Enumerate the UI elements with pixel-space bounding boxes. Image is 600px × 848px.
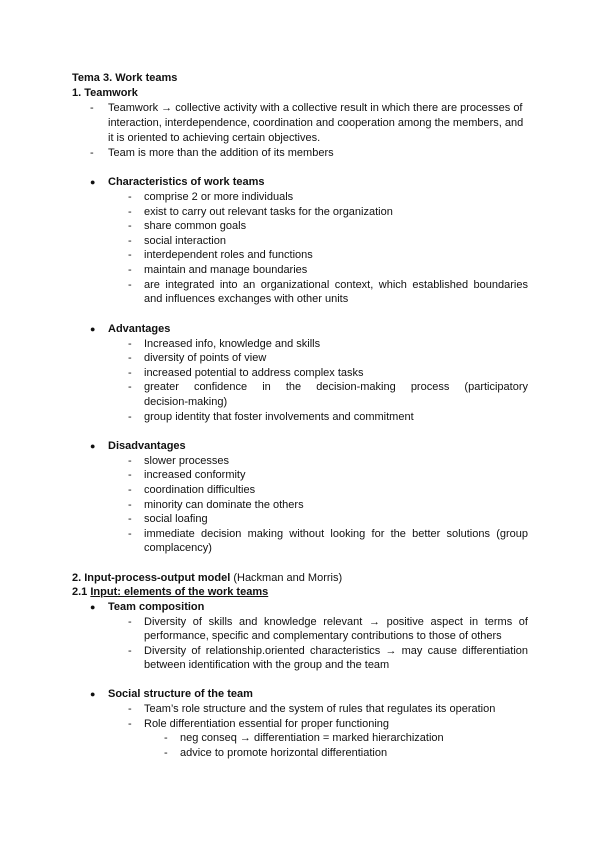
subheading-advantages: Advantages bbox=[108, 323, 171, 335]
bullet-dot: ● bbox=[90, 689, 96, 699]
bullet-dash: - bbox=[128, 455, 132, 467]
bullet-dash: - bbox=[128, 513, 132, 525]
list-item: between identification with the group and the team bbox=[144, 659, 390, 671]
list-item: increased potential to address complex tasks bbox=[144, 367, 364, 379]
bullet-dot: ● bbox=[90, 324, 96, 334]
bullet-dash: - bbox=[128, 338, 132, 350]
list-item: Teamwork → collective activity with a collective result in which there are processes of bbox=[108, 102, 523, 114]
subheading-team-composition: Team composition bbox=[108, 601, 205, 613]
list-item: greater confidence in the decision-making process (participatory bbox=[144, 381, 528, 393]
bullet-dash: - bbox=[128, 191, 132, 203]
bullet-dash: - bbox=[128, 367, 132, 379]
list-item: increased conformity bbox=[144, 469, 246, 481]
subsection-number: 2.1 bbox=[72, 586, 91, 598]
bullet-dash: - bbox=[128, 352, 132, 364]
bullet-dot: ● bbox=[90, 177, 96, 187]
bullet-dot: ● bbox=[90, 602, 96, 612]
list-item: maintain and manage boundaries bbox=[144, 264, 308, 276]
bullet-dash: - bbox=[128, 249, 132, 261]
list-item: Increased info, knowledge and skills bbox=[144, 338, 321, 350]
list-item: Diversity of skills and knowledge relevant → positive aspect in terms of bbox=[144, 616, 528, 628]
bullet-dash: - bbox=[128, 411, 132, 423]
subheading-characteristics: Characteristics of work teams bbox=[108, 176, 265, 188]
list-item: neg conseq → differentiation = marked hierarchization bbox=[180, 732, 444, 744]
list-item: decision-making) bbox=[144, 396, 228, 408]
bullet-dash: - bbox=[90, 147, 94, 159]
bullet-dash: - bbox=[128, 703, 132, 715]
bullet-dash: - bbox=[128, 484, 132, 496]
bullet-dash: - bbox=[128, 718, 132, 730]
section-heading-teamwork: 1. Teamwork bbox=[72, 87, 138, 99]
subheading-disadvantages: Disadvantages bbox=[108, 440, 186, 452]
list-item: minority can dominate the others bbox=[144, 499, 304, 511]
bullet-dash: - bbox=[128, 528, 132, 540]
bullet-dash: - bbox=[128, 206, 132, 218]
list-item: slower processes bbox=[144, 455, 229, 467]
bullet-dash: - bbox=[128, 616, 132, 628]
list-item: group identity that foster involvements and commitment bbox=[144, 411, 414, 423]
list-item: advice to promote horizontal differentiation bbox=[180, 747, 388, 759]
bullet-dot: ● bbox=[90, 441, 96, 451]
section-heading-ipo-bold: 2. Input-process-output model bbox=[72, 572, 231, 584]
bullet-dash: - bbox=[128, 645, 132, 657]
list-item: complacency) bbox=[144, 542, 212, 554]
list-item: Team’s role structure and the system of rules that regulates its operation bbox=[144, 703, 496, 715]
list-item: comprise 2 or more individuals bbox=[144, 191, 294, 203]
bullet-dash: - bbox=[128, 381, 132, 393]
subsection-heading-input bbox=[72, 585, 268, 600]
list-item: and influences exchanges with other units bbox=[144, 293, 349, 305]
bullet-dash: - bbox=[128, 279, 132, 291]
bullet-dash: - bbox=[128, 469, 132, 481]
list-item: share common goals bbox=[144, 220, 247, 232]
bullet-dash: - bbox=[128, 220, 132, 232]
subsection-title: Input: elements of the work teams bbox=[90, 586, 269, 598]
list-item: immediate decision making without looking for the better solutions (group bbox=[144, 528, 528, 540]
list-item: diversity of points of view bbox=[144, 352, 267, 364]
list-item: it is oriented to achieving certain objectives. bbox=[108, 132, 321, 144]
list-item: social interaction bbox=[144, 235, 226, 247]
bullet-dash: - bbox=[164, 747, 168, 759]
document-title: Tema 3. Work teams bbox=[72, 72, 178, 84]
section-heading-ipo-model bbox=[72, 571, 342, 586]
list-item: Team is more than the addition of its members bbox=[108, 147, 334, 159]
list-item: coordination difficulties bbox=[144, 484, 256, 496]
list-item: performance, specific and complementary contributions to those of others bbox=[144, 630, 502, 642]
list-item: are integrated into an organizational context, which established boundaries bbox=[144, 279, 528, 291]
bullet-dash: - bbox=[164, 732, 168, 744]
section-heading-ipo-authors: (Hackman and Morris) bbox=[230, 572, 343, 584]
list-item: interdependent roles and functions bbox=[144, 249, 313, 261]
subheading-social-structure: Social structure of the team bbox=[108, 688, 253, 700]
list-item: Role differentiation essential for proper functioning bbox=[144, 718, 390, 730]
list-item: Diversity of relationship.oriented characteristics → may cause differentiation bbox=[144, 645, 528, 657]
list-item: interaction, interdependence, coordination and cooperation among the members, and bbox=[108, 117, 524, 129]
list-item: exist to carry out relevant tasks for the organization bbox=[144, 206, 393, 218]
list-item: social loafing bbox=[144, 513, 208, 525]
bullet-dash: - bbox=[128, 264, 132, 276]
bullet-dash: - bbox=[90, 102, 94, 114]
bullet-dash: - bbox=[128, 499, 132, 511]
bullet-dash: - bbox=[128, 235, 132, 247]
